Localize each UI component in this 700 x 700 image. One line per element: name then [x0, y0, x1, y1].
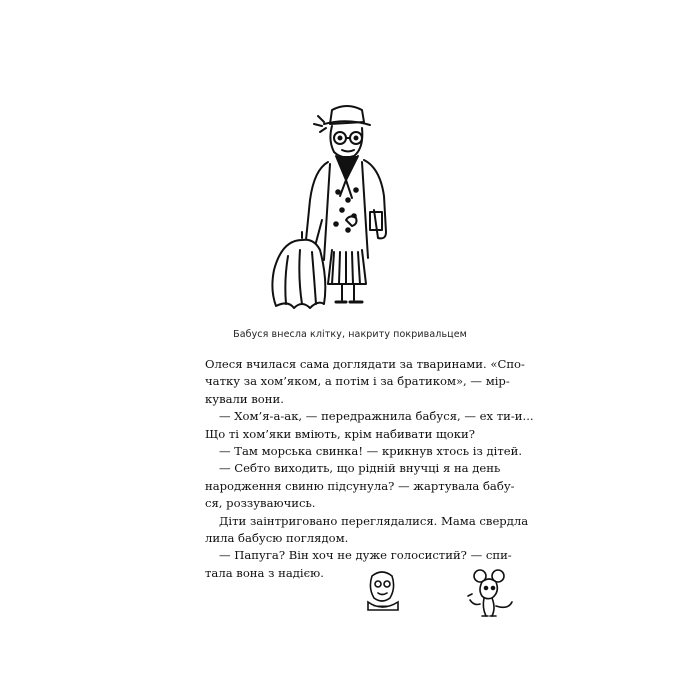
text-line: тала вона з надією.: [205, 565, 324, 580]
text-line: Олеся вчилася сама доглядати за тваринами. «Спо-: [205, 357, 525, 371]
text-line: Діти заінтриговано переглядалися. Мама свердла: [219, 513, 529, 528]
story-paragraph: [205, 356, 534, 582]
mouse-doodle-icon: [462, 566, 518, 620]
text-line: — Там морська свинка! — крикнув хтось із дітей.: [219, 443, 523, 458]
text-line: ся, роззуваючись.: [205, 496, 316, 511]
text-line: чатку за хом’яком, а потім і за братиком», — мір-: [205, 374, 510, 389]
text-line: кували вони.: [205, 391, 284, 406]
text-line: народження свиню підсунула? — жартувала бабу-: [205, 478, 515, 493]
old-man-doodle-icon: [360, 568, 404, 614]
text-line: лила бабусю поглядом.: [205, 530, 349, 545]
grandmother-illustration: [262, 100, 402, 315]
illustration-caption: Бабуся внесла клітку, накриту покривальцем: [233, 329, 467, 340]
text-line: — Хом’я-а-ак, — передражнила бабуся, — ех ти-и...: [219, 409, 534, 424]
text-line: Що ті хом’яки вміють, крім набивати щоки?: [205, 426, 475, 441]
text-line: — Папуга? Він хоч не дуже голосистий? — спи-: [219, 548, 512, 563]
text-line: — Себто виходить, що рідній внучці я на день: [219, 461, 501, 476]
